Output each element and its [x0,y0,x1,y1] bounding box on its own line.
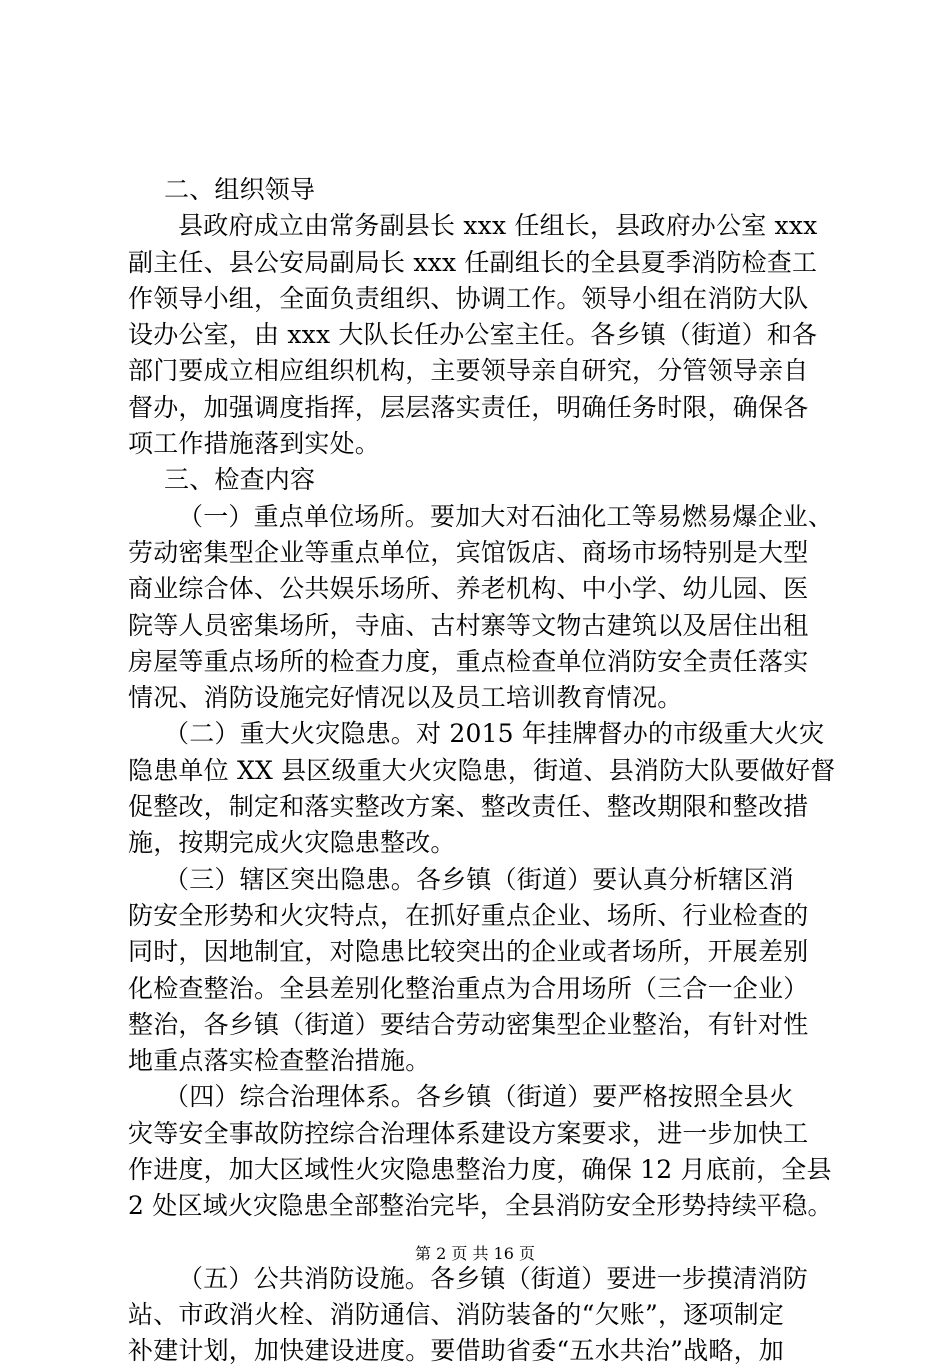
document-body [128,172,836,1370]
text-line: 隐患单位 XX 县区级重大火灾隐患，街道、县消防大队要做好督 [128,755,836,785]
text-line: （四）综合治理体系。各乡镇（街道）要严格按照全县火 [164,1082,795,1112]
text-line: 同时，因地制宜，对隐患比较突出的企业或者场所，开展差别 [128,937,809,967]
text-line: 站、市政消火栓、消防通信、消防装备的“欠账”，逐项制定 [128,1299,784,1329]
text-line: （五）公共消防设施。各乡镇（街道）要进一步摸清消防 [178,1263,809,1293]
text-line: （二）重大火灾隐患。对 2015 年挂牌督办的市级重大火灾 [164,719,825,749]
text-line: 防安全形势和火灾特点，在抓好重点企业、场所、行业检查的 [128,900,809,930]
text-line: 整治，各乡镇（街道）要结合劳动密集型企业整治，有针对性 [128,1009,809,1039]
text-line: 作进度，加大区域性火灾隐患整治力度，确保 12 月底前，全县 [128,1155,832,1185]
page-footer: 第 2 页 共 16 页 [415,1244,535,1263]
text-line: 商业综合体、公共娱乐场所、养老机构、中小学、幼儿园、医 [128,574,809,604]
text-line: 促整改，制定和落实整改方案、整改责任、整改期限和整改措 [128,792,809,822]
text-line: 房屋等重点场所的检查力度，重点检查单位消防安全责任落实 [128,646,809,676]
text-line: 2 处区域火灾隐患全部整治完毕，全县消防安全形势持续平稳。 [128,1191,833,1221]
text-line: 部门要成立相应组织机构，主要领导亲自研究，分管领导亲自 [128,356,809,386]
text-line: 设办公室，由 xxx 大队长任办公室主任。各乡镇（街道）和各 [128,320,818,350]
text-line: 院等人员密集场所，寺庙、古村寨等文物古建筑以及居住出租 [128,610,809,640]
text-line: 施，按期完成火灾隐患整改。 [128,828,456,858]
text-line: 化检查整治。全县差别化整治重点为合用场所（三合一企业） [128,973,809,1003]
text-line: 补建计划，加快建设进度。要借助省委“五水共治”战略，加 [128,1336,784,1366]
text-line: 情况、消防设施完好情况以及员工培训教育情况。 [128,683,683,713]
text-line: 地重点落实检查整治措施。 [128,1046,431,1076]
text-line: 县政府成立由常务副县长 xxx 任组长，县政府办公室 xxx [178,211,818,241]
text-line: 副主任、县公安局副局长 xxx 任副组长的全县夏季消防检查工 [128,247,818,277]
text-line: 二、组织领导 [164,175,316,204]
text-line: 灾等安全事故防控综合治理体系建设方案要求，进一步加快工 [128,1118,809,1148]
text-line: 项工作措施落到实处。 [128,429,381,459]
text-line: （一）重点单位场所。要加大对石油化工等易燃易爆企业、 [178,501,834,531]
text-line: 督办，加强调度指挥，层层落实责任，明确任务时限，确保各 [128,392,809,422]
text-line: 劳动密集型企业等重点单位，宾馆饭店、商场市场特别是大型 [128,537,809,567]
text-line: 作领导小组，全面负责组织、协调工作。领导小组在消防大队 [128,283,809,313]
text-line: （三）辖区突出隐患。各乡镇（街道）要认真分析辖区消 [164,864,795,894]
text-line: 三、检查内容 [164,465,316,495]
